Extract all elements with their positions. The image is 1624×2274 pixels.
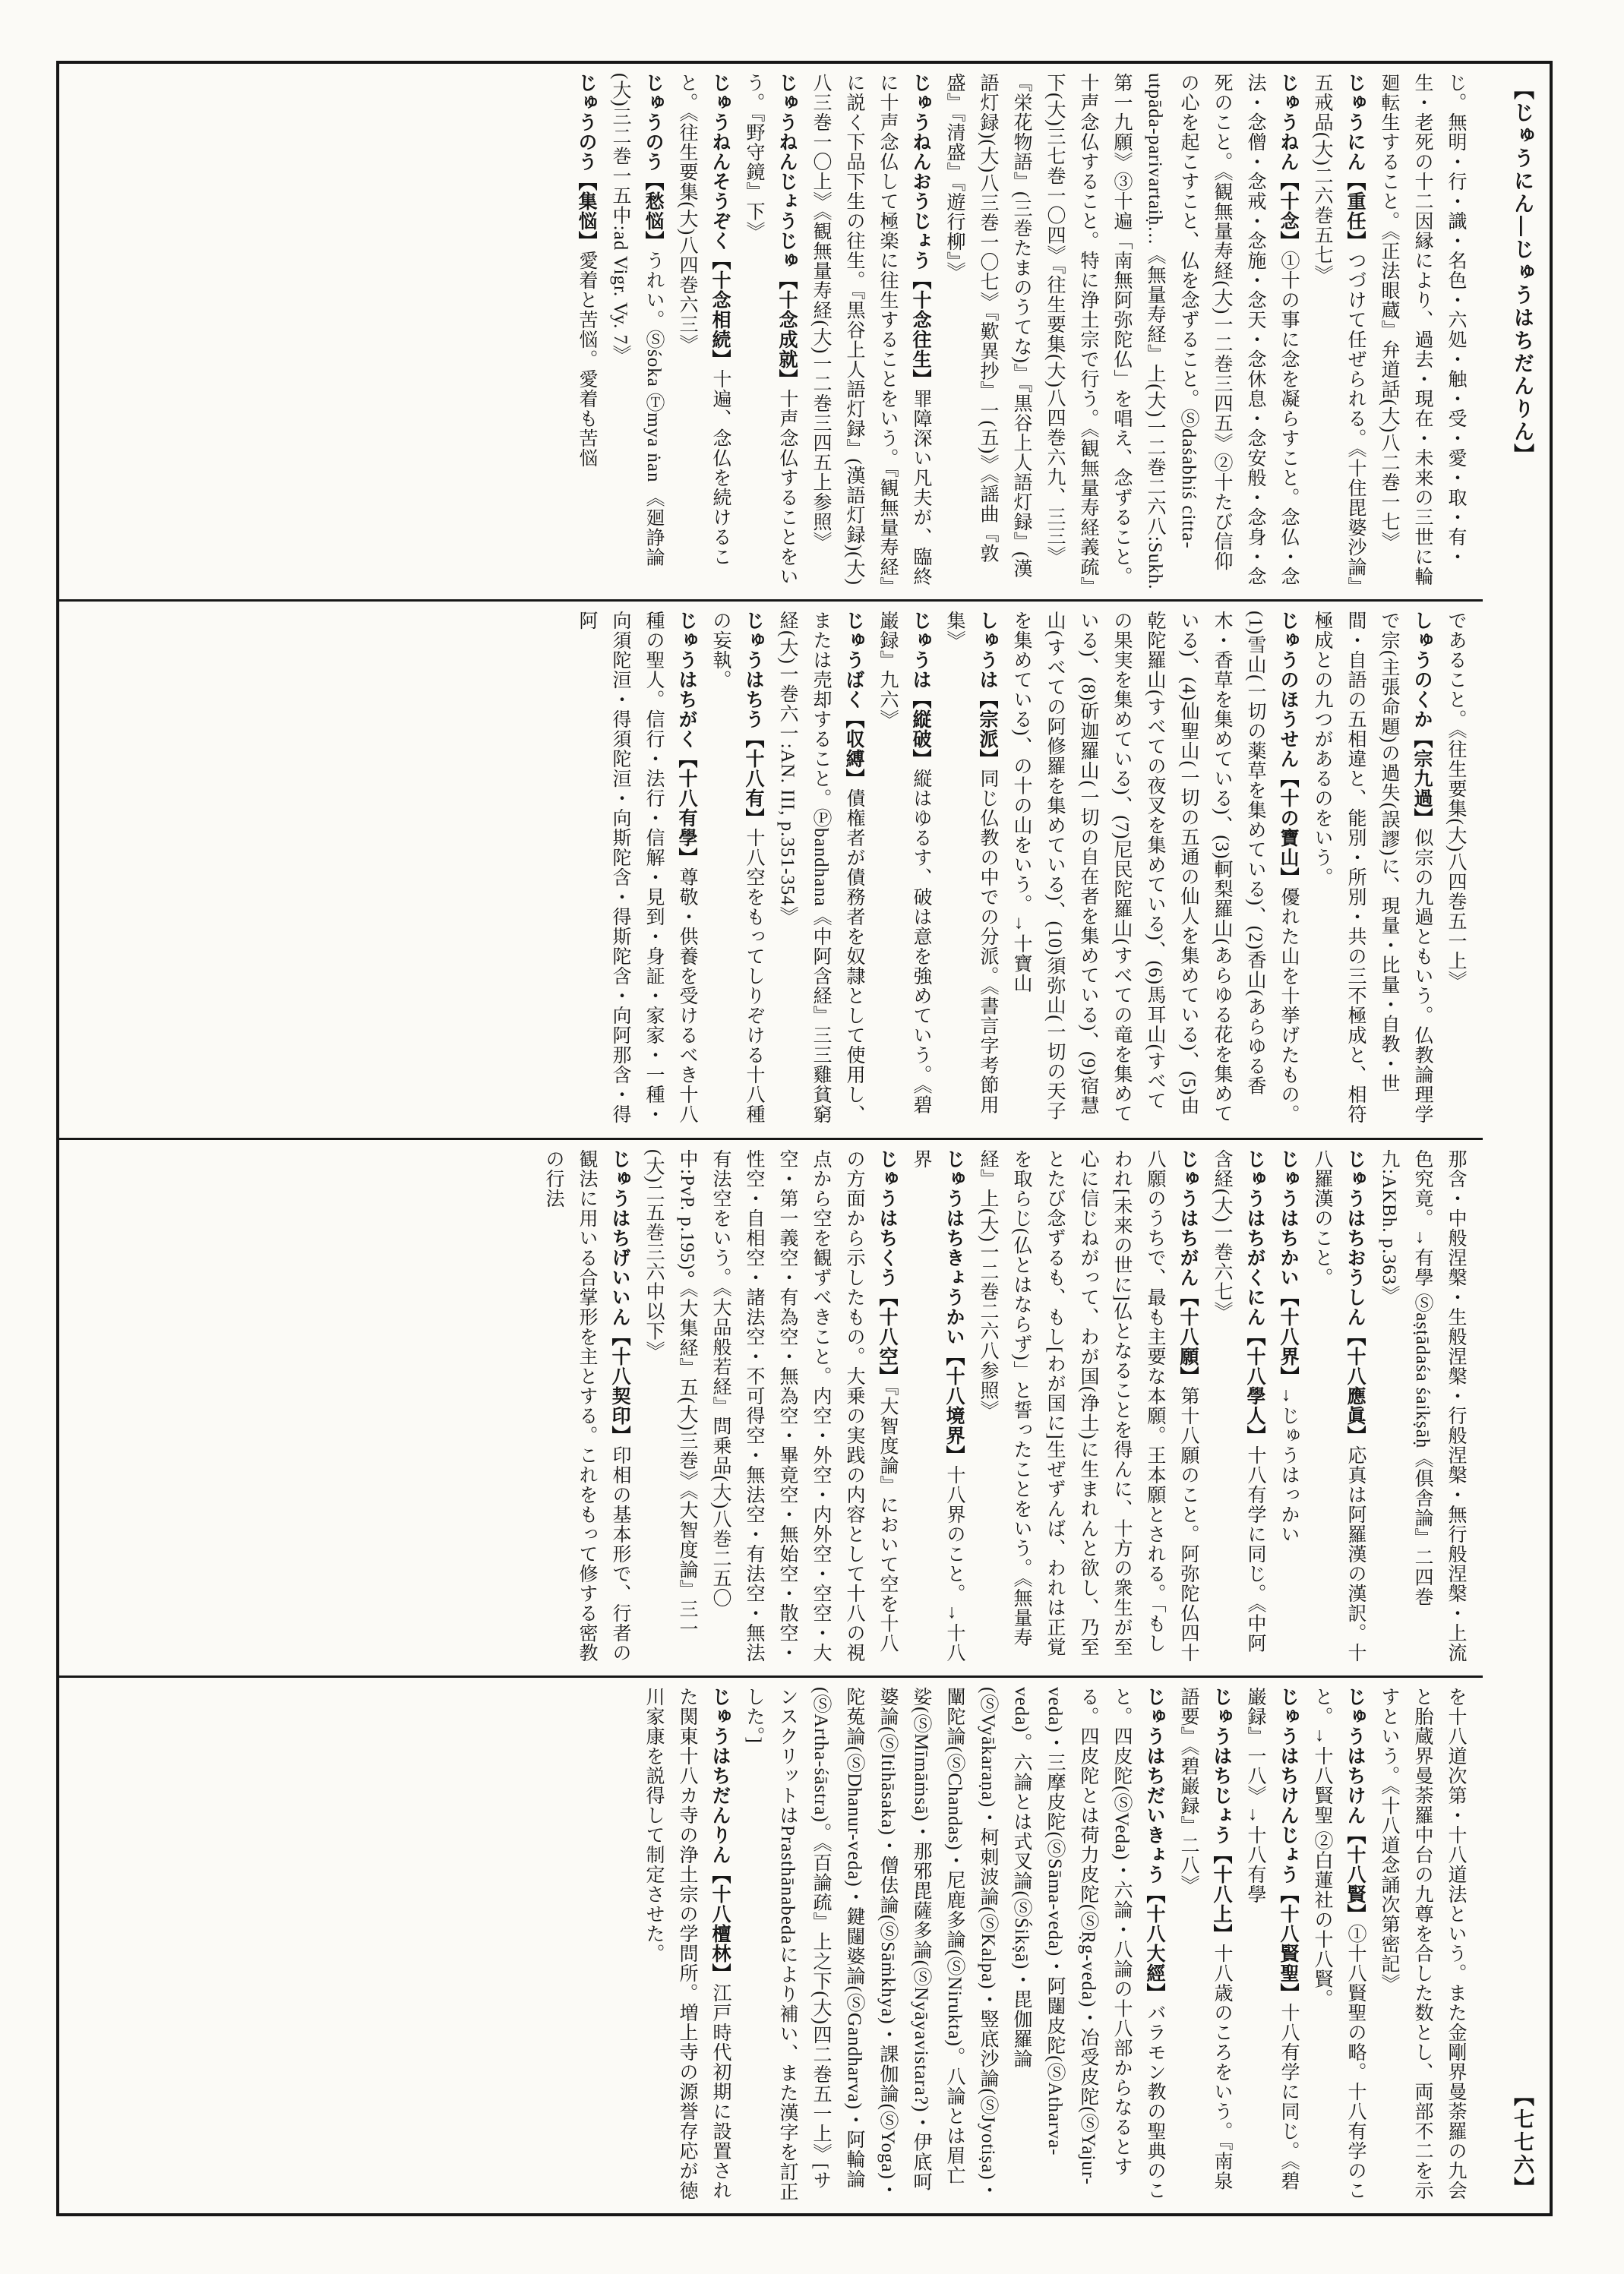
entry-body: 応真は阿羅漢の漢訳。十八羅漢のこと。 xyxy=(1312,1148,1366,1663)
dictionary-entry xyxy=(1372,1687,1472,2204)
dictionary-entry xyxy=(670,73,737,590)
entry-body: 那含・中般涅槃・生般涅槃・行般涅槃・無行般涅槃・上流色究竟。→有學 Ⓢaṣṭādaśa śaikṣāḥ《倶舎論』二四巻九:AKBh. p.363》 xyxy=(1379,1148,1466,1663)
text-band-1 xyxy=(59,64,1483,602)
dictionary-entry xyxy=(1305,1149,1372,1666)
entry-headword: じゅうはちじょう【十八上】 xyxy=(1211,1686,1232,1944)
entry-body: ①十八賢聖の略。十八有学のこと。→十八賢聖 ②白蓮社の十八賢。 xyxy=(1312,1686,1366,2200)
dictionary-entry xyxy=(1205,1149,1272,1666)
dictionary-entry xyxy=(737,73,804,590)
dictionary-entry xyxy=(971,1149,1205,1666)
entry-headword: じゅうのう【集悩】 xyxy=(576,73,597,251)
dictionary-entry xyxy=(637,1149,904,1666)
entry-body: であること。《往生要集(大)八四巻五一上》 xyxy=(1445,611,1466,991)
entry-headword: じゅうはちけんじょう【十八賢聖】 xyxy=(1278,1686,1299,2003)
entry-body: 十八有学に同じ。《碧巌録』一八》→十八有學 xyxy=(1245,1686,1299,2191)
entry-headword: じゅうにん【重任】 xyxy=(1344,73,1366,251)
running-head: 【じゅうにん―じゅうはちだんりん】 xyxy=(1511,79,1534,466)
dictionary-entry xyxy=(904,1149,971,1666)
dictionary-entry xyxy=(703,611,770,1128)
dictionary-entry xyxy=(1272,1149,1305,1666)
entry-headword: じゅうねんそうぞく【十念相続】 xyxy=(709,73,731,369)
dictionary-entry xyxy=(570,611,703,1128)
dictionary-entry xyxy=(603,73,670,590)
entry-body: 優れた山を十挙げたもの。(1)雪山(一切の薬草を集めている)、(2)香山(あらゆる香木・香草を集めている)、(3)軻梨羅山(あらゆる花を集めている)、(4)仙聖山(一切の五通の仙人を集めている)、(5)由乾陀羅山(すべての夜叉を集めている)、(6)馬耳山(すべての果実を集めている)、(7)尼民陀羅山(すべての竜を集めている)、(8)斫迦羅山(一切の自在者を集めている)、(9)宿慧山(すべての阿修羅を集めている)、(10)須弥山(一切の天子を集めている)、の十の山をいう。→十寶山 xyxy=(1011,611,1299,1125)
entry-body: 十遍、念仏を続けること。《往生要集(大)八四巻六三》 xyxy=(677,73,731,567)
entry-headword: じゅうのほうせん【十の寶山】 xyxy=(1278,611,1299,888)
entry-body: 十声念仏することをいう。『野守鏡』下》 xyxy=(744,73,798,586)
entry-headword: じゅうはちだんりん【十八檀林】 xyxy=(709,1686,731,1983)
entry-body: 第十八願のこと。阿弥陀仏四十八願のうちで、最も主要な本願。王本願とされる。「もしわれ[未来の世に]仏となることを得んに、十方の衆生が至心に信じねがって、わが国(浄土)に生まれんと欲し、乃至とたび念ずるも、もし[わが国に]生ぜずんば、われは正覚を取らじ(仏とはならず)」と誓ったことをいう。《無量寿経』上(大)一二巻二六八参照》 xyxy=(978,1148,1199,1663)
entry-headword: じゅうはちがくにん【十八學人】 xyxy=(1244,1148,1265,1445)
entry-headword: じゅうはちおうしん【十八應眞】 xyxy=(1344,1148,1366,1445)
dictionary-entry xyxy=(870,611,937,1128)
dictionary-entry xyxy=(1372,73,1472,590)
dictionary-entry xyxy=(1004,611,1305,1128)
entry-body: 十八空をもってしりぞける十八種の妄執。 xyxy=(710,611,764,1125)
entry-body: 愛着と苦悩。愛着も苦悩 xyxy=(577,251,597,468)
entry-body: 尊敬・供養を受けるべき十八種の聖人。信行・法行・信解・見到・身証・家家・一種・向須陀洹・得須陀洹・向斯陀含・得斯陀含・向阿那含・得阿 xyxy=(577,611,697,1125)
dictionary-entry xyxy=(1305,73,1372,590)
entry-body: を十八道次第・十八道法という。また金剛界曼荼羅の九会と胎蔵界曼荼羅中台の九尊を合した数とし、両部不二を示すという。《十八道念誦次第密記》 xyxy=(1379,1686,1466,2200)
entry-body: ①十の事に念を凝らすこと。念仏・念法・念僧・念戒・念施・念天・念休息・念安般・念身・念死のこと。《観無量寿経(大)一二巻三四五》②十たび信仰の心を起こすこと、仏を念ずること。Ⓢdaśabhiś citta-utpāda-parivartaiḥ…《無量寿経』上(大)一二巻二六八:Sukh. 第一九願》③十遍「南無阿弥陀仏」を唱え、念ずること。十声念仏すること。特に浄土宗で行う。《観無量寿経義疏』下(大)三七巻一〇四》『往生要集(大)八四巻六九、三三》『栄花物語』(三巻たまのうてな)』『黒谷上人語灯録』(漢語灯録)(大)八三巻一〇七》『歎異抄』一(五)》《謡曲『敦盛』『清盛』『遊行柳』》 xyxy=(944,73,1299,590)
dictionary-entry xyxy=(1305,611,1439,1128)
entry-headword: じゅうのう【愁悩】 xyxy=(643,73,664,251)
entry-headword: じゅうねんおうじょう【十念往生】 xyxy=(910,73,931,389)
entry-body: うれい。Ⓢśoka Ⓣmya ṅan 《廻諍論(大)三二巻一五中:ad Vigr. Vy. 7》 xyxy=(610,73,664,567)
dictionary-entry xyxy=(1372,1149,1472,1666)
entry-body: 似宗の九過ともいう。仏教論理学で宗(主張命題)の過失(誤謬)に、現量・比量・自教・世間・自語の五相違と、能別・所別・共の三不極成と、相符極成との九つがあるのをいう。 xyxy=(1312,611,1433,1125)
entry-headword: じゅうはちくう【十八空】 xyxy=(877,1148,898,1386)
entry-headword: しゅうは【宗派】 xyxy=(977,611,998,769)
right-margin xyxy=(1483,64,1550,2213)
dictionary-entry xyxy=(770,611,870,1128)
entry-headword: じゅうねん【十念】 xyxy=(1278,73,1299,251)
dictionary-entry xyxy=(536,1149,637,1666)
entry-body: 『大智度論』において空を十八の方面から示したもの。大乗の実践の内容として十八の視点から空を観ずべきこと。内空・外空・内外空・空空・大空・第一義空・有為空・無為空・畢竟空・無始空・散空・性空・自相空・諸法空・不可得空・無法空・有法空・無法有法空をいう。《大品般若経』問乗品(大)八巻二五〇中:PvP. p.195)°《大集経』五(大)三巻》《大智度論』三一(大)二五巻三六中以下》 xyxy=(643,1148,898,1663)
page-number: 【七七六】 xyxy=(1511,2086,1534,2200)
dictionary-entry xyxy=(637,1687,737,2204)
entry-headword: じゅうはちだいきょう【十八大經】 xyxy=(1144,1686,1165,2003)
entry-headword: じゅうはちう【十八有】 xyxy=(743,611,764,829)
dictionary-entry xyxy=(804,73,937,590)
entry-body: 印相の基本形で、行者の観法に用いる合掌形を主とする。これをもって修する密教の行法 xyxy=(543,1148,630,1663)
entry-headword: じゅうばく【収縛】 xyxy=(843,611,864,789)
dictionary-entry xyxy=(737,1687,1171,2204)
entry-headword: しゅうのくか【宗九過】 xyxy=(1411,611,1433,829)
entry-body: 債権者が債務者を奴隷として使用し、または売却すること。Ⓟbandhana《中阿含経』三三雞貧窮経(大)一巻六一:AN. III, p.351-354》 xyxy=(777,611,864,1125)
entry-body: 罪障深い凡夫が、臨終に十声念仏して極楽に往生することをいう。『観無量寿経』に説く下品下生の往生。『黒谷上人語灯録』(漢語灯録)(大)八三巻一〇上》《観無量寿経(大)一二巻三四五上参照》 xyxy=(810,73,931,587)
dictionary-entry xyxy=(937,73,1305,590)
entry-body: →じゅうはっかい xyxy=(1278,1385,1299,1544)
entry-body: 十八界のこと。→十八界 xyxy=(911,1148,965,1663)
entry-headword: じゅうは【縦破】 xyxy=(910,611,931,769)
dictionary-entry xyxy=(1171,1687,1238,2204)
entry-body: じ。無明・行・識・名色・六処・触・受・愛・取・有・生・老死の十二因縁により、過去・現在・未来の三世に輪廻転生すること。《正法眼蔵』弁道話(大)八二巻一七》 xyxy=(1379,73,1466,586)
content-area xyxy=(59,64,1483,2213)
entry-headword: じゅうはちかい【十八界】 xyxy=(1278,1148,1299,1386)
entry-body: 縦はゆるす、破は意を強めていう。《碧巌録』九六》 xyxy=(877,611,931,1115)
entry-headword: じゅうねんじょうじゅ【十念成就】 xyxy=(776,73,798,389)
entry-headword: じゅうはちがく【十八有學】 xyxy=(676,611,697,868)
dictionary-entry xyxy=(1238,1687,1305,2204)
dictionary-entry xyxy=(937,611,1004,1128)
entry-body: 十八有学に同じ。《中阿含経(大)一巻六七》 xyxy=(1212,1148,1265,1653)
dictionary-entry xyxy=(1305,1687,1372,2204)
entry-headword: じゅうはちげいいん【十八契印】 xyxy=(609,1148,630,1445)
page-frame xyxy=(56,61,1553,2216)
entry-body: 同じ仏教の中での分派。《書言字考節用集》 xyxy=(944,611,998,1115)
text-band-2 xyxy=(59,602,1483,1139)
dictionary-entry xyxy=(570,73,603,590)
entry-body: 十八歳のころをいう。『南泉語要』《碧巌録』二八》 xyxy=(1178,1686,1232,2191)
entry-body: つづけて任ぜられる。《十住毘婆沙論』五戒品(大)二六巻五七》 xyxy=(1312,73,1366,587)
text-band-3 xyxy=(59,1140,1483,1678)
entry-headword: じゅうはちがん【十八願】 xyxy=(1177,1148,1199,1386)
entry-headword: じゅうはちけん【十八賢】 xyxy=(1344,1686,1366,1924)
text-band-4 xyxy=(59,1678,1483,2213)
entry-body: 江戸時代初期に設置された関東十八カ寺の浄土宗の学問所。増上寺の源誉存応が徳川家康を説得して制定させた。 xyxy=(643,1686,731,2200)
dictionary-entry xyxy=(1439,611,1472,1128)
entry-body: バラモン教の聖典のこと。四皮陀(ⓈVeda)・六論・八論の十八部からなるとする。四皮陀とは荷力皮陀(ⓈṚg-veda)・冶受皮陀(ⓈYajur-veda)・三摩皮陀(ⓈSāma-veda)・阿闥皮陀(ⓈAtharva-veda)。六論とは式叉論(ⓈŚikṣā)・毘伽羅論(ⓈVyākaraṇa)・柯刺波論(ⓈKalpa)・竪底沙論(ⓈJyotiṣa)・闡陀論(ⓈChandas)・尼鹿多論(ⓈNirukta)。八論とは眉亡娑(ⓈMīmāṁsā)・那邪毘薩多論(ⓈNyāyavistara?)・伊底呵婆論(ⓈItihāsaka)・僧佉論(ⓈSāṁkhya)・課伽論(ⓈYoga)・陀菟論(ⓈDhanur-veda)・鍵闥婆論(ⓈGandharva)・阿輪論(ⓈArtha-śāstra)。《百論疏』上之下(大)四二巻五一上》[サンスクリットはPrasthānabedaにより補い、また漢字を訂正した。] xyxy=(744,1686,1165,2202)
entry-headword: じゅうはちきょうかい【十八境界】 xyxy=(943,1148,965,1465)
